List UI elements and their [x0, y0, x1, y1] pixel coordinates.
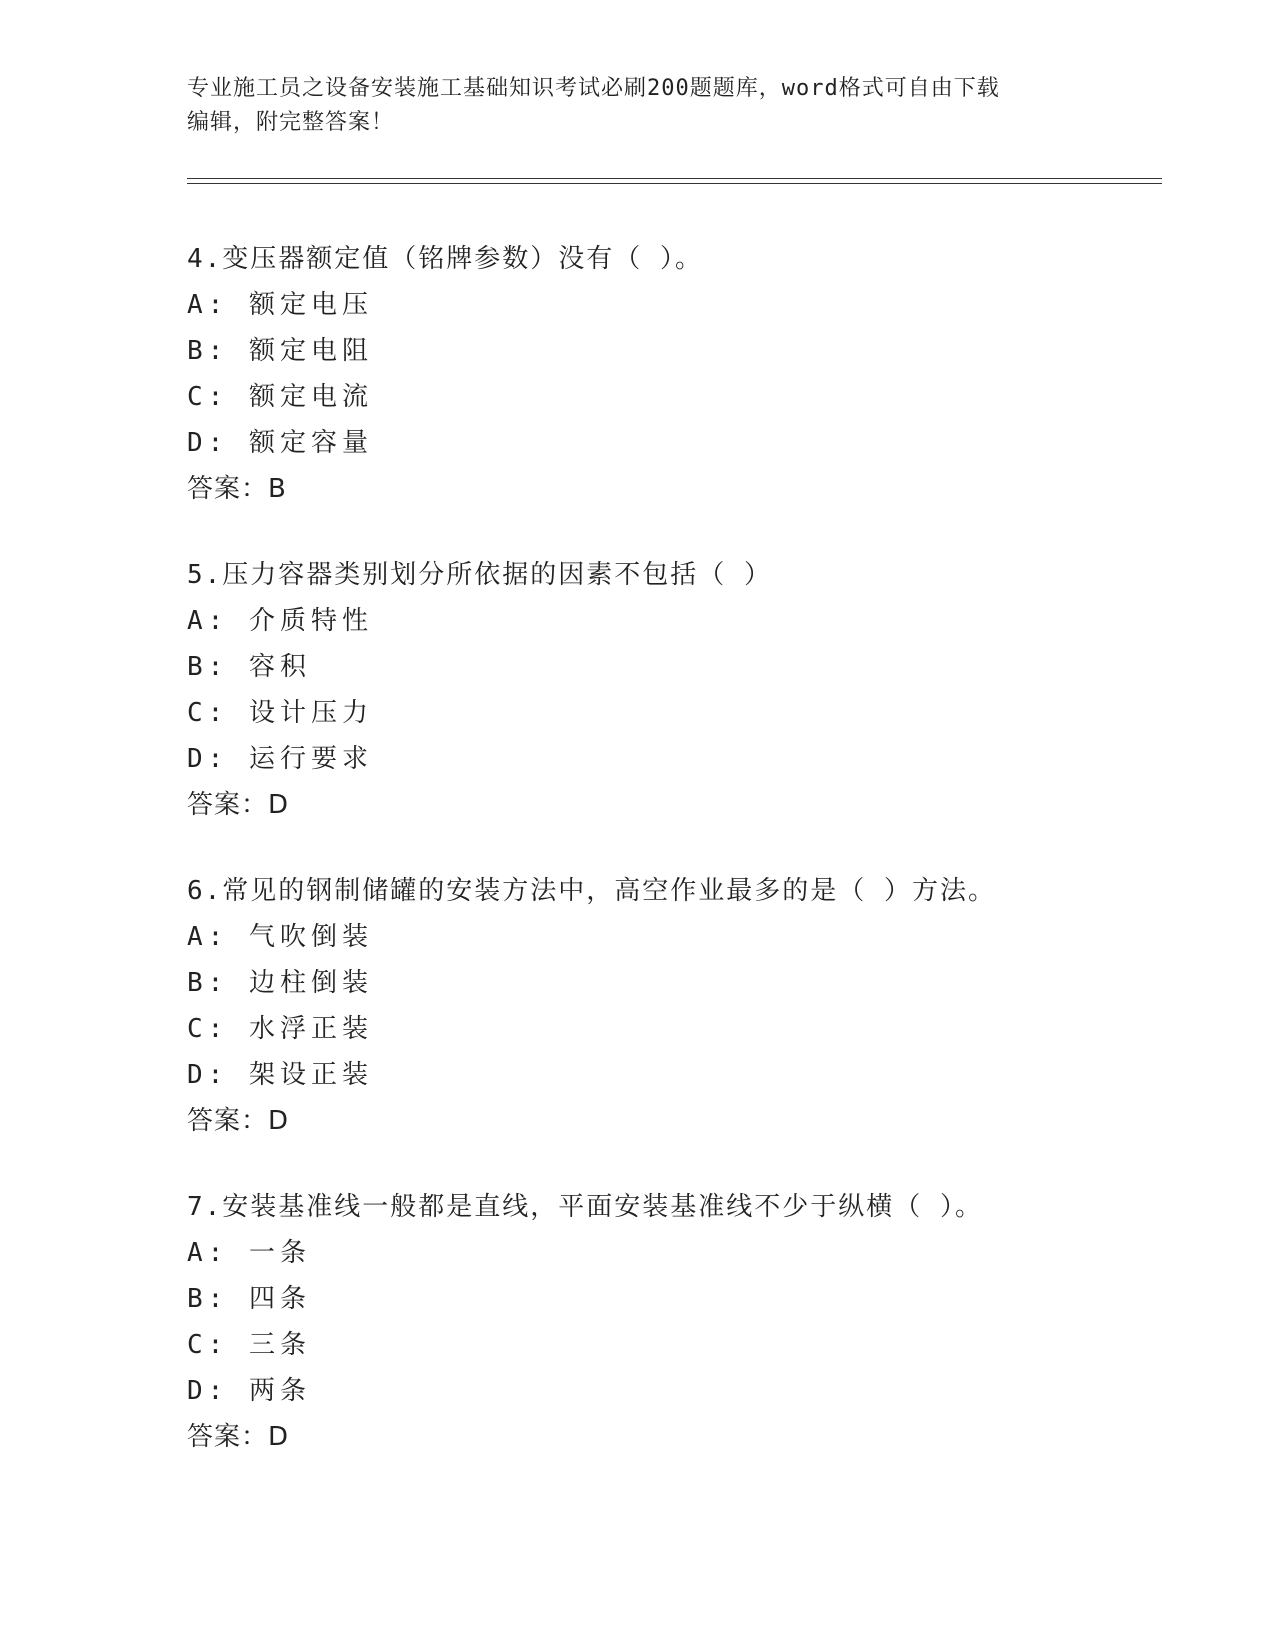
question-6 [187, 868, 1167, 1144]
option-a: A: 一条 [187, 1238, 311, 1268]
header-line-2: 编辑，附完整答案！ [187, 110, 395, 135]
answer-text: 答案：B [187, 474, 287, 504]
option-a: A: 额定电压 [187, 290, 373, 320]
option-b: B: 四条 [187, 1284, 311, 1314]
option-b: B: 额定电阻 [187, 336, 373, 366]
option-c: C: 设计压力 [187, 698, 373, 728]
option-b: B: 边柱倒装 [187, 968, 373, 998]
document-header [187, 72, 1087, 140]
header-divider [187, 178, 1162, 184]
option-d: D: 两条 [187, 1376, 311, 1406]
question-text: 6.常见的钢制储罐的安装方法中，高空作业最多的是（ ）方法。 [187, 876, 996, 906]
option-c: C: 水浮正装 [187, 1014, 373, 1044]
option-d: D: 架设正装 [187, 1060, 373, 1090]
option-d: D: 额定容量 [187, 428, 373, 458]
option-b: B: 容积 [187, 652, 311, 682]
answer-text: 答案：D [187, 1106, 290, 1136]
question-4 [187, 236, 1167, 512]
answer-text: 答案：D [187, 1422, 290, 1452]
question-text: 7.安装基准线一般都是直线，平面安装基准线不少于纵横（ ）。 [187, 1192, 983, 1222]
option-c: C: 三条 [187, 1330, 311, 1360]
header-line-1: 专业施工员之设备安装施工基础知识考试必刷200题题库，word格式可自由下载 [187, 76, 1000, 101]
option-c: C: 额定电流 [187, 382, 373, 412]
option-a: A: 气吹倒装 [187, 922, 373, 952]
question-5 [187, 552, 1167, 828]
question-text: 5.压力容器类别划分所依据的因素不包括（ ） [187, 560, 772, 590]
question-7 [187, 1184, 1167, 1460]
question-text: 4.变压器额定值（铭牌参数）没有（ ）。 [187, 244, 703, 274]
answer-text: 答案：D [187, 790, 290, 820]
question-list [187, 236, 1167, 1500]
option-a: A: 介质特性 [187, 606, 373, 636]
option-d: D: 运行要求 [187, 744, 373, 774]
